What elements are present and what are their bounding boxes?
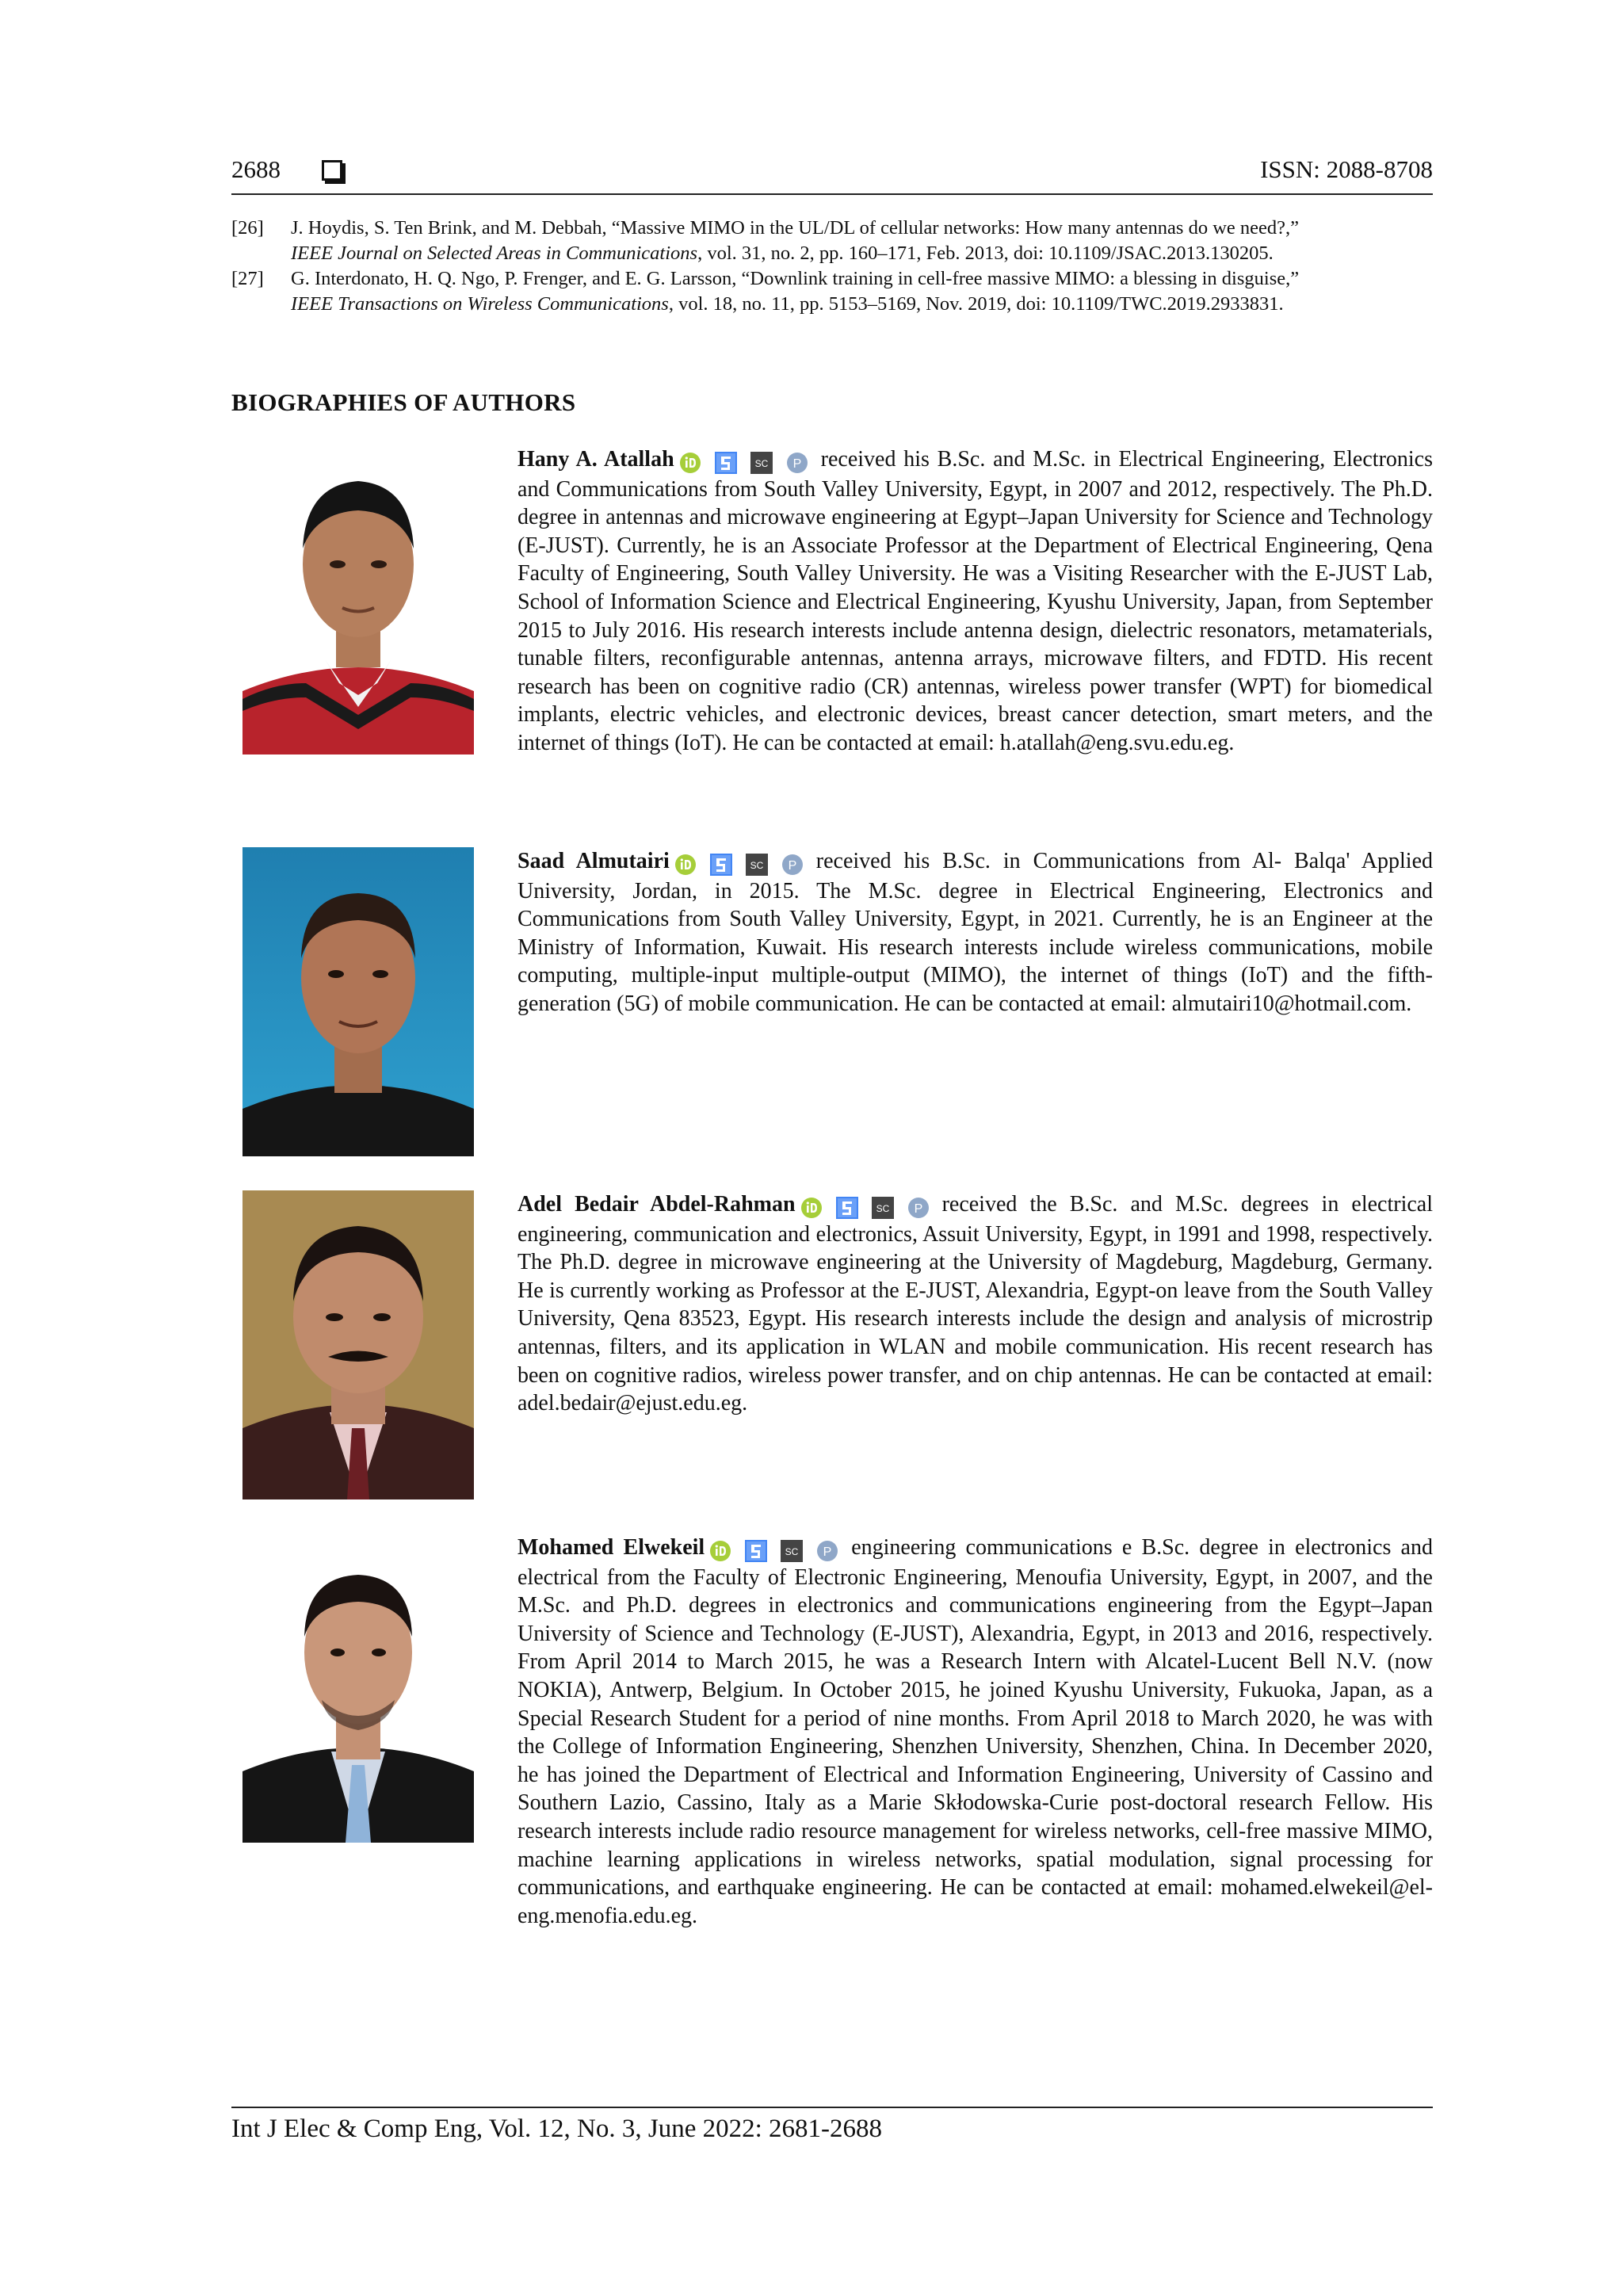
page-header [231, 152, 1433, 195]
google-scholar-icon[interactable] [836, 1197, 858, 1219]
svg-text:SC: SC [785, 1545, 799, 1557]
reference-number: [26] [231, 217, 264, 239]
page-number: 2688 [231, 155, 281, 183]
page-footer [231, 2107, 1433, 2144]
scopus-icon[interactable] [750, 452, 773, 474]
svg-text:P: P [792, 457, 802, 471]
reference-item [231, 266, 1433, 317]
scopus-icon[interactable] [781, 1540, 803, 1562]
author-bio-body: engineering communications e B.Sc. degree in electronics and electrical from the Faculty of Electronic Engineering, Menoufia University, Egypt, in 2007, and the M.Sc. and Ph.D. degrees in electronics and communications engineering from the Egypt–Japan University of Science and Technology (E-JUST), Alexandria, Egypt, in 2013 and 2016, respectively. From April 2014 to March 2015, he was a Research Intern with Alcatel-Lucent Bell N.V. (now NOKIA), Antwerp, Belgium. In October 2015, he joined Kyushu University, Fukuoka, Japan, as a Special Research Student for a period of nine months. From April 2018 to March 2020, he was with the College of Information Engineering, Shenzhen University, Shenzhen, China. In December 2020, he has joined the Department of Electrical and Information Engineering, University of Cassino and Southern Lazio, Cassino, Italy as a Marie Skłodowska-Curie post-doctoral research Fellow. His research interests include radio resource management for wireless networks, cell-free massive MIMO, machine learning applications in wireless networks, spatial modulation, signal processing for communications, and earthquake engineering. He can be contacted at email: mohamed.elwekeil@el-eng.menofia.edu.eg. [517, 1535, 1433, 1928]
author-name: Mohamed Elwekeil [517, 1535, 705, 1560]
publons-icon[interactable] [907, 1197, 930, 1219]
reference-authors-title: J. Hoydis, S. Ten Brink, and M. Debbah, “Massive MIMO in the UL/DL of cellular networks: How many antennas do we need?,” [291, 217, 1300, 239]
reference-journal: IEEE Transactions on Wireless Communications [291, 293, 669, 315]
reference-number: [27] [231, 268, 264, 289]
author-name: Saad Almutairi [517, 849, 670, 873]
reference-text [291, 216, 1433, 266]
scopus-icon[interactable] [746, 854, 768, 876]
author-photo [242, 1190, 474, 1499]
svg-text:P: P [788, 858, 797, 873]
publons-icon[interactable] [781, 854, 804, 876]
reference-item [231, 216, 1433, 266]
author-photo [242, 1534, 474, 1843]
reference-details: , vol. 18, no. 11, pp. 5153–5169, Nov. 2019, doi: 10.1109/TWC.2019.2933831. [668, 293, 1284, 315]
svg-text:P: P [914, 1201, 922, 1216]
author-photo [242, 847, 474, 1156]
scopus-icon[interactable] [872, 1197, 894, 1219]
author-name: Hany A. Atallah [517, 447, 674, 472]
reference-journal: IEEE Journal on Selected Areas in Communications [291, 243, 698, 264]
orcid-icon[interactable] [709, 1540, 731, 1562]
section-title: BIOGRAPHIES OF AUTHORS [231, 388, 576, 416]
author-bio-body: received his B.Sc. in Communications from Al- Balqa' Applied University, Jordan, in 2015. The M.Sc. degree in Electrical Engineering, Electronics and Communications from South Valley University, Egypt, in 2021. Currently, he is an Engineer at the Ministry of Information, Kuwait. His research interests include wireless communications, mobile computing, multiple-input multiple-output (MIMO), the internet of things (IoT) and the fifth-generation (5G) of mobile communication. He can be contacted at email: almutairi10@hotmail.com. [517, 849, 1433, 1016]
author-name: Adel Bedair Abdel-Rahman [517, 1192, 796, 1217]
issn-label: ISSN: 2088-8708 [1260, 155, 1433, 183]
reference-text [291, 266, 1433, 317]
author-profile-links [674, 849, 812, 877]
reference-authors-title: G. Interdonato, H. Q. Ngo, P. Frenger, and E. G. Larsson, “Downlink training in cell-free massive MIMO: a blessing in disguise,” [291, 268, 1300, 289]
google-scholar-icon[interactable] [745, 1540, 767, 1562]
author-bio-text [517, 1190, 1433, 1418]
publons-icon[interactable] [786, 452, 808, 474]
reference-list [231, 216, 1433, 317]
author-profile-links [800, 1192, 938, 1221]
svg-text:P: P [823, 1545, 832, 1559]
author-profile-links [709, 1535, 846, 1564]
google-scholar-icon[interactable] [710, 854, 732, 876]
author-bio-text [517, 1534, 1433, 1930]
svg-text:SC: SC [750, 859, 764, 871]
author-bio-text [517, 445, 1433, 758]
author-bio-body: received his B.Sc. and M.Sc. in Electrical Engineering, Electronics and Communications from South Valley University, Egypt, in 2007 and 2012, respectively. The Ph.D. degree in antennas and microwave engineering at Egypt–Japan University for Science and Technology (E-JUST). Currently, he is an Associate Professor at the Department of Electrical Engineering, Qena Faculty of Engineering, South Valley University. He was a Visiting Researcher with the E-JUST Lab, School of Information Science and Electrical Engineering, Kyushu University, Japan, from September 2015 to July 2016. His research interests include antenna design, dielectric resonators, metamaterials, tunable filters, reconfigurable antennas, antenna arrays, microwave filters, and FDTD. His recent research has been on cognitive radio (CR) antennas, wireless power transfer (WPT) for biomedical implants, electric vehicles, and electronic devices, breast cancer detection, smart meters, and the internet of things (IoT). He can be contacted at email: h.atallah@eng.svu.edu.eg. [517, 447, 1433, 755]
svg-text:SC: SC [876, 1202, 889, 1214]
author-bio-text [517, 847, 1433, 1018]
reference-details: , vol. 31, no. 2, pp. 160–171, Feb. 2013, doi: 10.1109/JSAC.2013.130205. [697, 243, 1274, 264]
svg-text:SC: SC [754, 457, 769, 469]
author-photo [242, 445, 474, 755]
google-scholar-icon[interactable] [715, 452, 737, 474]
checkbox-square-icon [322, 160, 342, 181]
author-profile-links [679, 447, 816, 476]
author-bio-body: received the B.Sc. and M.Sc. degrees in electrical engineering, communication and electronics, Assuit University, Egypt, in 1991 and 1998, respectively. The Ph.D. degree in microwave engineering at the University of Magdeburg, Magdeburg, Germany. He is currently working as Professor at the E-JUST, Alexandria, Egypt-on leave from the South Valley University, Qena 83523, Egypt. His research interests include the design and analysis of microstrip antennas, filters, and its application in WLAN and mobile communication. His recent research has been on cognitive radios, wireless power transfer, and on chip antennas. He can be contacted at email: adel.bedair@ejust.edu.eg. [517, 1192, 1433, 1416]
orcid-icon[interactable] [800, 1197, 823, 1219]
publons-icon[interactable] [816, 1540, 838, 1562]
orcid-icon[interactable] [679, 452, 701, 474]
orcid-icon[interactable] [674, 854, 697, 876]
footer-citation: Int J Elec & Comp Eng, Vol. 12, No. 3, June 2022: 2681-2688 [231, 2115, 883, 2143]
